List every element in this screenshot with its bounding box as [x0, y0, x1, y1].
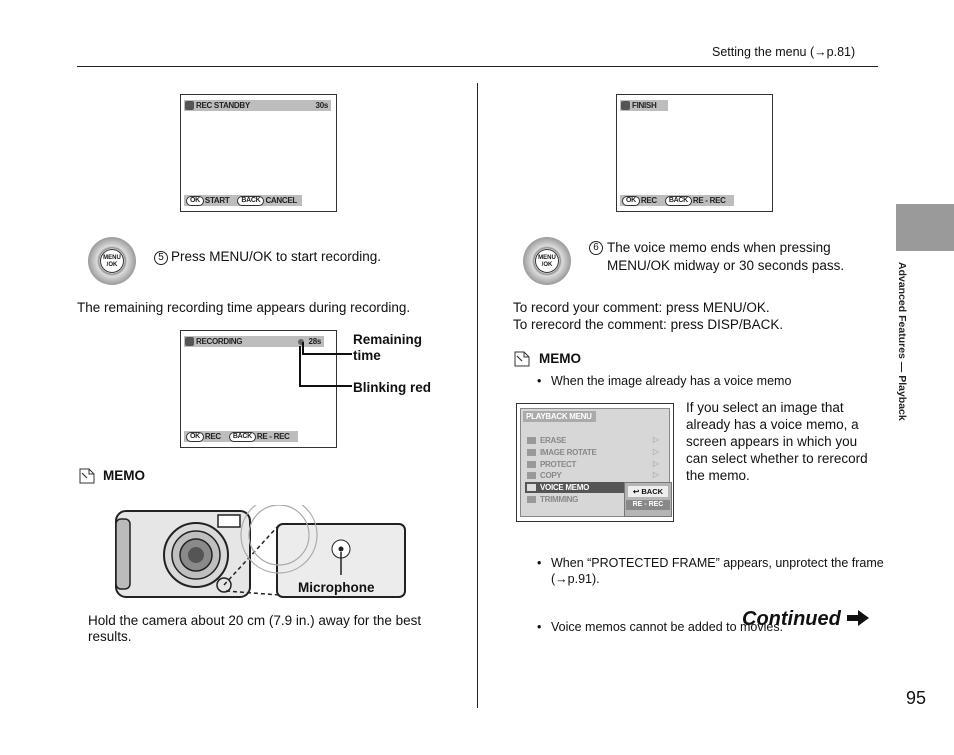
menu-item-label: PROTECT: [540, 460, 577, 469]
back-key: BACK: [229, 432, 256, 442]
memo-bullet: • When “PROTECTED FRAME” appears, unprotect the frame (→p.91).: [537, 555, 896, 587]
screen-topbar: [620, 100, 668, 111]
callout-blinking: Blinking red: [353, 380, 432, 395]
memo-description: If you select an image that already has a voice memo, a screen appears in which you can select whether to rerecord the memo.: [686, 400, 868, 483]
back-arrow-icon: ↩: [632, 487, 640, 496]
step-6: [589, 239, 869, 275]
back-overlay: [624, 482, 672, 517]
step-5-text: Press MENU/OK to start recording.: [171, 249, 382, 264]
screen-botbar: [184, 195, 302, 206]
step-6-text: The voice memo ends when pressing MENU/OK midway or 30 seconds pass.: [607, 240, 845, 273]
back-row: [628, 486, 668, 497]
menu-item-rotate: [527, 447, 597, 458]
playback-menu-screen: [516, 403, 674, 522]
menu-ok-button-icon: [88, 237, 136, 285]
screen-botbar: [184, 431, 298, 442]
erase-icon: [527, 437, 536, 444]
menu-item-trimming: [527, 494, 578, 505]
menu-item-label: VOICE MEMO: [540, 483, 590, 492]
microphone-icon: [185, 337, 194, 346]
menu-item-label: IMAGE ROTATE: [540, 448, 597, 457]
menu-item-label: COPY: [540, 471, 562, 480]
protect-icon: [527, 461, 536, 468]
record-line-2: To rerecord the comment: press DISP/BACK.: [513, 317, 784, 332]
section-label: [894, 262, 912, 437]
rec-standby-screen: [180, 94, 337, 212]
memo-note-icon: [78, 467, 96, 485]
rec-label: REC: [640, 196, 657, 205]
microphone-icon: [527, 484, 536, 491]
section-label-text: Advanced Features — Playback: [896, 262, 908, 421]
back-key: BACK: [665, 196, 692, 206]
page-number: 95: [906, 688, 927, 708]
record-line-1: To record your comment: press MENU/OK.: [513, 300, 770, 315]
header-reference: Setting the menu (→p.81): [712, 45, 856, 59]
screen-title: REC STANDBY: [196, 101, 250, 110]
memo-label: MEMO: [539, 351, 581, 366]
rerec-label: RE - REC: [256, 432, 290, 441]
memo-bullet: • Voice memos cannot be added to movies.: [537, 619, 954, 635]
continued-label: [742, 608, 870, 631]
memo-bullet: • When the image already has a voice memo: [537, 373, 954, 389]
back-label: BACK: [641, 487, 664, 496]
memo-label: MEMO: [103, 468, 145, 483]
back-key: BACK: [237, 196, 264, 206]
hold-text: Hold the camera about 20 cm (7.9 in.) away for the best results.: [88, 613, 422, 644]
menu-item-voice-memo: [525, 482, 635, 493]
trimming-icon: [527, 496, 536, 503]
continued-text: Continued: [742, 608, 841, 630]
screen-botbar: [620, 195, 734, 206]
section-tab: [896, 204, 954, 251]
screen-topbar: [184, 100, 331, 111]
menu-item-erase: [527, 435, 566, 446]
ok-key: OK: [186, 432, 204, 442]
menu-ok-label: MENU /OK: [100, 249, 124, 273]
menu-item-copy: [527, 470, 561, 481]
arrow-right-icon: ▷: [652, 447, 659, 456]
memo-note-icon: [513, 350, 531, 368]
arrow-right-icon: ▷: [652, 459, 659, 468]
rerec-label: RE - REC: [632, 501, 664, 508]
step-number: 6: [589, 241, 603, 255]
rerec-row: [626, 500, 670, 510]
screen-title: FINISH: [632, 101, 657, 110]
menu-item-protect: [527, 459, 576, 470]
ok-key: OK: [186, 196, 204, 206]
rerec-label: RE - REC: [692, 196, 726, 205]
microphone-icon: [185, 101, 194, 110]
arrow-right-icon: [846, 609, 870, 627]
finish-screen: [616, 94, 773, 212]
step-5: [154, 248, 381, 265]
screen-time: 30s: [315, 101, 328, 110]
step-number: 5: [154, 251, 168, 265]
arrow-right-icon: ▷: [652, 435, 659, 444]
column-divider: [477, 83, 478, 708]
ok-key: OK: [622, 196, 640, 206]
screen-time: 28s: [308, 337, 321, 346]
menu-ok-button-icon: [523, 237, 571, 285]
start-label: START: [204, 196, 230, 205]
arrow-right-icon: ▷: [652, 470, 659, 479]
screen-title: RECORDING: [196, 337, 243, 346]
callout-lines: [290, 336, 354, 392]
callout-remaining: Remaining time: [353, 332, 423, 363]
microphone-label: Microphone: [298, 580, 375, 595]
remaining-text: The remaining recording time appears during recording.: [77, 300, 411, 315]
rotate-icon: [527, 449, 536, 456]
rec-label: REC: [204, 432, 221, 441]
menu-item-label: ERASE: [540, 436, 567, 445]
menu-item-label: TRIMMING: [540, 495, 579, 504]
microphone-icon: [621, 101, 630, 110]
cancel-label: CANCEL: [265, 196, 297, 205]
menu-title: PLAYBACK MENU: [523, 411, 596, 422]
menu-ok-label: MENU /OK: [535, 249, 559, 273]
copy-icon: [527, 472, 536, 479]
header-rule: [77, 66, 878, 67]
